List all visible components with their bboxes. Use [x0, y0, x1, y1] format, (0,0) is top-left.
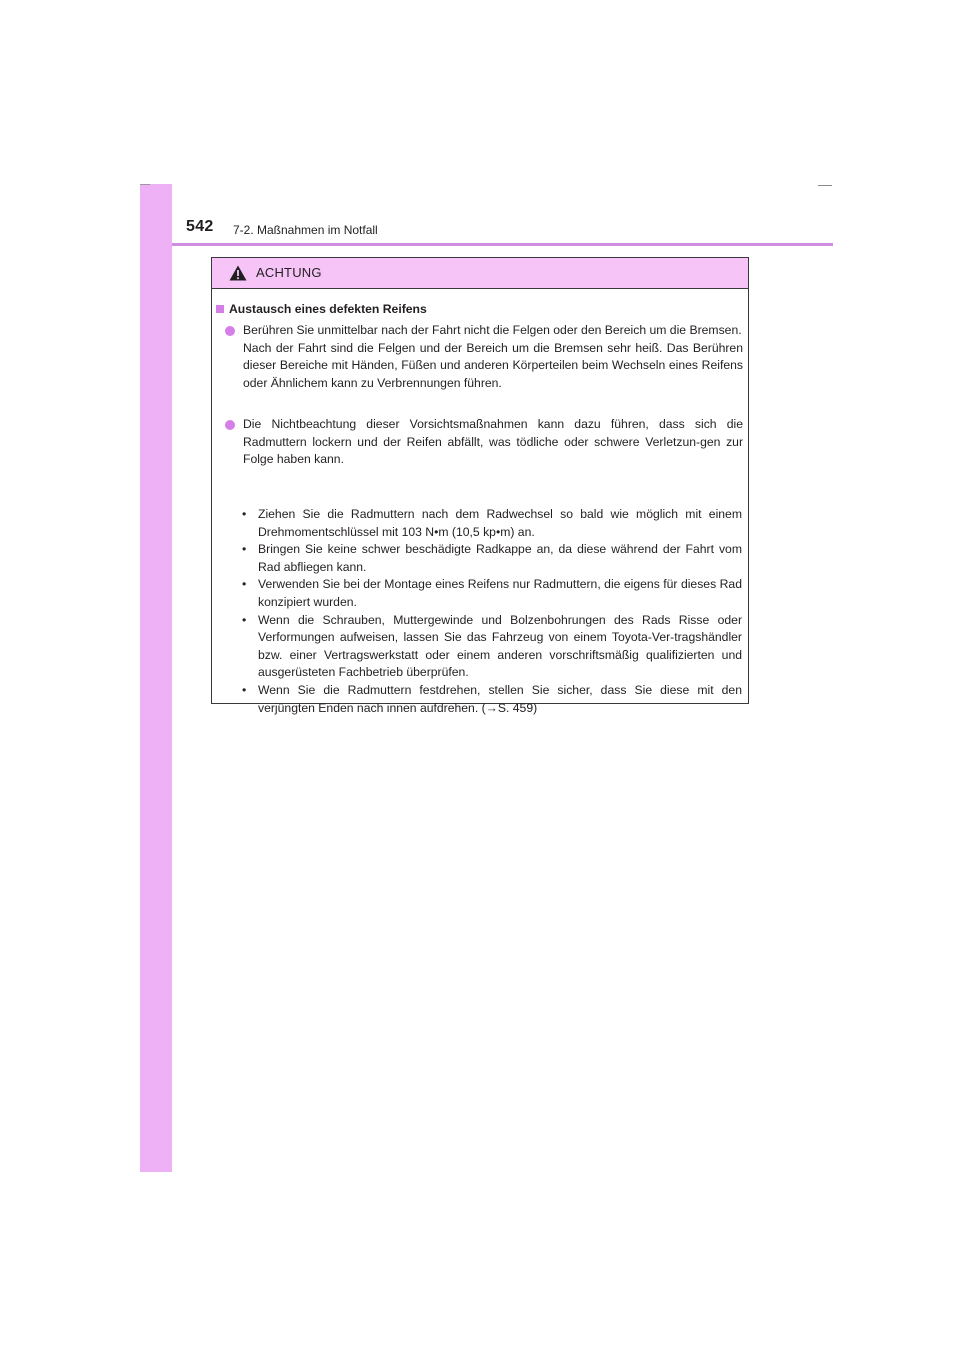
warning-item	[225, 322, 743, 392]
sub-bullet-text: Bringen Sie keine schwer beschädigte Radkappe an, da diese während der Fahrt vom Rad abfliegen kann.	[258, 542, 742, 574]
sub-bullet-item	[242, 541, 742, 576]
sub-bullet-text: Wenn die Schrauben, Muttergewinde und Bolzenbohrungen des Rads Risse oder Verformungen aufweisen, lassen Sie das Fahrzeug von einem Toyota-Ver-tragshändler bzw. einer Vertragswerkstatt oder einem anderen vorschriftsmäßig qualifizierten und ausgerüsteten Fachbetrieb überprüfen.	[258, 612, 742, 680]
paragraph: Die Nichtbeachtung dieser Vorsichtsmaßnahmen kann dazu führen, dass sich die Radmuttern lockern und der Reifen abfällt, was tödliche oder schwere Verletzun-gen zur Folge haben kann.	[243, 417, 743, 467]
sub-bullet-item	[242, 576, 742, 611]
sub-bullet-text: Ziehen Sie die Radmuttern nach dem Radwechsel so bald wie möglich mit einem Drehmomentschlüssel mit 103 N•m (10,5 kp•m) an.	[258, 507, 742, 539]
warning-subheading-text: Austausch eines defekten Reifens	[229, 302, 427, 316]
round-bullet-icon	[225, 420, 235, 430]
sub-bullet-list	[242, 506, 742, 717]
bullet-dot-icon: •	[242, 507, 247, 521]
bullet-dot-icon: •	[242, 577, 247, 592]
warning-header	[212, 258, 748, 289]
section-title: 7-2. Maßnahmen im Notfall	[233, 223, 378, 237]
sub-bullet-text: Verwenden Sie bei der Montage eines Reifens nur Radmuttern, die eigens für dieses Rad konzipiert wurden.	[258, 577, 742, 609]
warning-subheading	[216, 301, 427, 319]
bullet-dot-icon: •	[242, 682, 247, 697]
warning-item-text	[243, 416, 743, 469]
warning-triangle-icon	[229, 265, 247, 281]
sub-bullet-item	[242, 682, 742, 717]
page-number: 542	[186, 218, 214, 235]
paragraph: Berühren Sie unmittelbar nach der Fahrt nicht die Felgen oder den Bereich um die Bremsen.	[243, 323, 742, 337]
top-tick-mark	[140, 184, 150, 185]
square-bullet-icon	[216, 305, 224, 313]
crop-mark	[818, 185, 832, 186]
sub-bullet-item	[242, 612, 742, 682]
warning-box	[211, 257, 749, 715]
paragraph: Nach der Fahrt sind die Felgen und der Bereich um die Bremsen sehr heiß. Das Berühren dieser Bereiche mit Händen, Füßen und anderen Körperteilen beim Wechseln eines Reifens oder Ähnlichem kann zu Verbrennungen führen.	[243, 340, 743, 390]
warning-item-text	[243, 322, 743, 392]
round-bullet-icon	[225, 326, 235, 336]
bullet-dot-icon: •	[242, 542, 247, 557]
sub-bullet-item	[242, 506, 742, 541]
bullet-dot-icon: •	[242, 612, 247, 627]
side-color-strip	[140, 184, 172, 1172]
header-rule	[172, 243, 833, 246]
warning-item	[225, 416, 743, 469]
sub-bullet-text: Wenn Sie die Radmuttern festdrehen, stellen Sie sicher, dass Sie diese mit den verjüngten Enden nach innen aufdrehen. (→S. 459)	[258, 682, 742, 715]
warning-title: ACHTUNG	[256, 265, 322, 280]
